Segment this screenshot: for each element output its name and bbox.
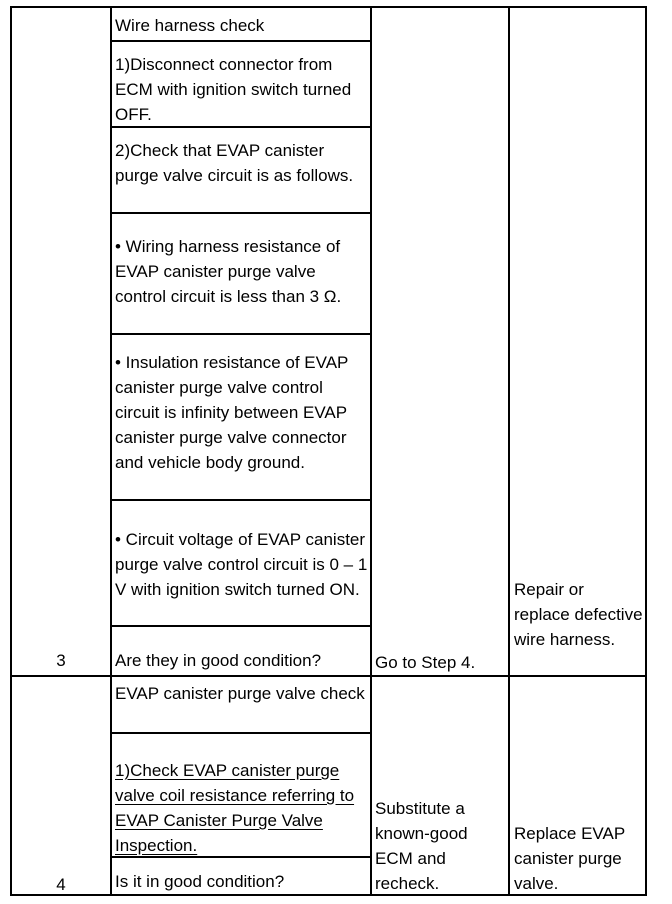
action-item: • Insulation resistance of EVAP canister purge valve control circuit is infinity between EVAP canister purge valve connector and vehicle body ground.: [115, 353, 349, 472]
step-title: Wire harness check: [115, 16, 265, 35]
action-item: 1)Disconnect connector from ECM with ignition switch turned OFF.: [115, 55, 352, 124]
action-item: • Circuit voltage of EVAP canister purge valve control circuit is 0 – 1 V with ignition switch turned ON.: [115, 530, 368, 599]
column-divider: [508, 6, 510, 896]
yes-result: Go to Step 4.: [375, 653, 476, 672]
action-item: 1)Check EVAP canister purge valve coil resistance referring to EVAP Canister Purge Valve Inspection.: [115, 761, 355, 855]
question: Is it in good condition?: [115, 872, 285, 891]
step-number: 4: [56, 875, 66, 894]
step-title: EVAP canister purge valve check: [115, 684, 365, 703]
question: Are they in good condition?: [115, 651, 322, 670]
column-divider: [110, 6, 112, 896]
row-divider: [111, 499, 371, 501]
yes-result: Substitute a known-good ECM and recheck.: [375, 799, 468, 893]
row-divider: [111, 625, 371, 627]
step-divider: [10, 675, 647, 677]
column-divider: [370, 6, 372, 896]
action-item: 2)Check that EVAP canister purge valve circuit is as follows.: [115, 141, 354, 185]
step-number: 3: [56, 651, 66, 670]
no-result: Repair or replace defective wire harness.: [514, 580, 643, 649]
no-result: Replace EVAP canister purge valve.: [514, 824, 625, 893]
row-divider: [111, 333, 371, 335]
row-divider: [111, 40, 371, 42]
action-item: • Wiring harness resistance of EVAP canister purge valve control circuit is less than 3 Ω.: [115, 237, 342, 306]
row-divider: [111, 732, 371, 734]
row-divider: [111, 212, 371, 214]
